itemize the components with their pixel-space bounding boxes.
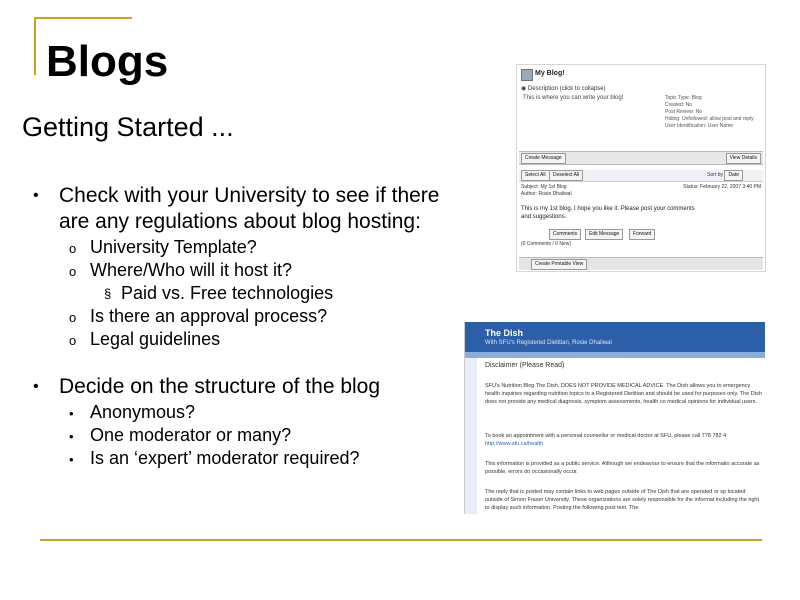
dish-title: The Dish xyxy=(485,328,524,338)
post-header xyxy=(521,184,763,198)
bullet-mark: • xyxy=(33,378,39,395)
sub-bullet-text: Legal guidelines xyxy=(90,329,221,349)
collapse-icon: ◉ xyxy=(521,86,527,92)
sub-bullet-text: Where/Who will it host it? xyxy=(90,260,293,280)
dish-subtitle: With SFU's Registered Dietitian, Rosie Dhaliwal xyxy=(485,340,612,346)
disclaimer-paragraph: The reply that is posted may contain links to web pages outside of The Dish that are operated or sp located outside of Simon Fraser University. These organizations are solely responsible for the informat including the right to display such information. Posting the following post text. The xyxy=(485,489,760,511)
topic-meta xyxy=(665,95,763,130)
sub-bullet-text: Is there an approval process? xyxy=(90,306,328,326)
blog-screenshot xyxy=(516,64,766,272)
dish-header xyxy=(465,322,765,352)
sub-bullet-item xyxy=(69,424,292,446)
deselect-all-button[interactable]: Deselect All xyxy=(549,170,583,181)
sub-bullet-mark: o xyxy=(69,310,77,325)
post-status: Status: February 22, 2007 3:40 PM xyxy=(683,184,761,190)
sub-bullet-mark: o xyxy=(69,264,77,279)
sub-bullet-mark: o xyxy=(69,333,77,348)
slide-subtitle: Getting Started ... xyxy=(22,112,234,142)
sub-bullet-mark: • xyxy=(69,429,74,444)
comments-button[interactable]: Comments xyxy=(549,229,581,240)
bullet-mark: • xyxy=(33,187,39,204)
disclaimer-title: Disclaimer (Please Read) xyxy=(485,362,565,369)
sub-bullet-mark: • xyxy=(69,406,74,421)
post-subject[interactable]: Subject: My 1st Blog xyxy=(521,184,567,190)
sub-bullet-item xyxy=(69,447,360,469)
sub-bullet-text: Anonymous? xyxy=(90,402,196,422)
disclaimer-paragraph: SFU's Nutrition Blog The Dish, DOES NOT PROVIDE MEDICAL ADVICE. The Dish allows you to emergency health inquiries regarding nutrition topics to a Registered Dietitian and should be used for purposes only. The Dish does not provide any medical diagnosis, symptom assessments, health co medical opinions for individual users. xyxy=(485,383,762,405)
sub-bullet-text: Is an ‘expert’ moderator required? xyxy=(90,448,360,468)
topic-post-review: Post Review: No xyxy=(665,109,702,115)
forward-button[interactable]: Forward xyxy=(629,229,655,240)
health-link[interactable]: http://www.sfu.ca/health xyxy=(485,441,544,447)
bullet-item-continuation xyxy=(59,209,421,235)
blog-header xyxy=(519,67,763,85)
create-message-button[interactable]: Create Message xyxy=(521,153,566,164)
disclaimer-paragraph: To book an appointment with a personal counsellor or medical doctor at SFU, please call 778 782 4 xyxy=(485,433,727,439)
sub-sub-bullet-text: Paid vs. Free technologies xyxy=(121,283,334,303)
sub-bullet-item xyxy=(69,328,221,350)
sub-bullet-mark: • xyxy=(69,452,74,467)
bullet-item xyxy=(33,183,440,209)
dish-screenshot xyxy=(464,322,765,514)
select-all-button[interactable]: Select All xyxy=(521,170,550,181)
sub-bullet-item xyxy=(69,305,328,327)
post-body: This is my 1st blog. I hope you like it. Please post your comments and suggestions. xyxy=(521,206,695,220)
edit-message-button[interactable]: Edit Message xyxy=(585,229,623,240)
sub-bullet-text: University Template? xyxy=(90,237,257,257)
bullet-text: are any regulations about blog hosting: xyxy=(59,210,421,233)
blog-footer xyxy=(519,257,763,270)
description-toggle-label: Description (click to collapse) xyxy=(527,86,606,92)
description-toggle[interactable] xyxy=(521,85,606,92)
sub-bullet-text: One moderator or many? xyxy=(90,425,292,445)
frame-top-line xyxy=(34,17,132,19)
post-author: Author: Rosie Dhaliwal xyxy=(521,191,572,197)
topic-created: Created: No xyxy=(665,102,692,108)
sub-bullet-item xyxy=(69,236,257,258)
topic-type: Topic Type: Blog xyxy=(665,95,702,101)
sort-select[interactable]: Date xyxy=(724,170,743,181)
sub-sub-bullet-item xyxy=(104,282,334,304)
printable-view-button[interactable]: Create Printable View xyxy=(531,259,587,270)
dish-sidebar xyxy=(465,358,477,514)
frame-bottom-line xyxy=(40,539,762,541)
comments-count: (0 Comments / 0 New) xyxy=(521,241,572,247)
view-details-button[interactable]: View Details xyxy=(726,153,761,164)
sub-bullet-mark: o xyxy=(69,241,77,256)
topic-user-id: User Identification: User Name xyxy=(665,123,734,129)
blog-icon xyxy=(521,69,533,81)
sub-bullet-item xyxy=(69,259,293,281)
dish-nav-bar xyxy=(465,352,765,358)
frame-vertical-line xyxy=(34,17,36,75)
disclaimer-paragraph: This information is provided as a public service. Although we endeavour to ensure that the informatio accurate as possible, errors do occasionally occur. xyxy=(485,461,760,475)
blog-toolbar xyxy=(519,151,763,165)
bullet-item xyxy=(33,374,381,400)
sub-bullet-item xyxy=(69,401,196,423)
bullet-text: Check with your University to see if there xyxy=(59,184,440,207)
slide-title: Blogs xyxy=(46,37,169,86)
message-toolbar xyxy=(519,170,763,182)
sort-label: Sort by xyxy=(707,172,723,178)
topic-notify: Hiding: Unfollowed: allow post and reply xyxy=(665,116,754,122)
sub-sub-bullet-mark: § xyxy=(104,286,112,301)
bullet-text: Decide on the structure of the blog xyxy=(59,375,381,398)
blog-title: My Blog! xyxy=(535,70,565,77)
description-text: This is where you can write your blog! xyxy=(523,95,624,101)
